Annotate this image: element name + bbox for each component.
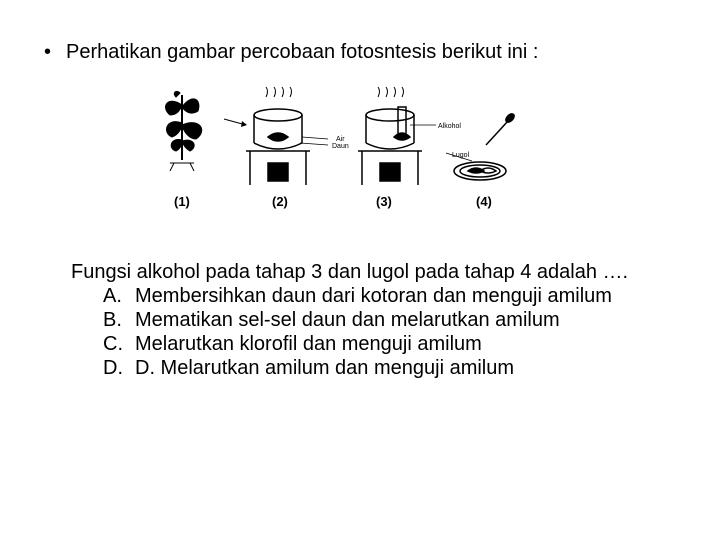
- lugol-dropper-apparatus: [454, 112, 516, 180]
- plant-illustration: [166, 91, 202, 171]
- callout-alkohol: Alkohol: [438, 123, 461, 130]
- callout-lugol: Lugol: [452, 152, 470, 159]
- intro-line: [44, 40, 539, 64]
- option-letter: D.: [103, 357, 123, 379]
- step-label-1: (1): [174, 194, 190, 209]
- arrow-head-icon: [241, 121, 247, 127]
- option-letter: B.: [103, 309, 122, 331]
- bullet-icon: •: [44, 41, 52, 63]
- step-label-3: (3): [376, 194, 392, 209]
- option-text: Membersihkan daun dari kotoran dan menguji amilum: [135, 285, 612, 307]
- option-letter: A.: [103, 285, 122, 307]
- question-stem: Fungsi alkohol pada tahap 3 dan lugol pada tahap 4 adalah ….: [71, 261, 629, 283]
- option-text: Mematikan sel-sel daun dan melarutkan amilum: [135, 309, 560, 331]
- step-label-4: (4): [476, 194, 492, 209]
- intro-text: Perhatikan gambar percobaan fotosntesis berikut ini :: [66, 41, 539, 63]
- callout-air: Air: [336, 136, 345, 143]
- option-text: D. Melarutkan amilum dan menguji amilum: [135, 357, 515, 379]
- callout-daun: Daun: [332, 143, 349, 150]
- option-b[interactable]: [103, 308, 691, 332]
- option-c[interactable]: [103, 332, 691, 356]
- experiment-figure: [150, 85, 530, 220]
- option-d[interactable]: [103, 356, 691, 380]
- option-a[interactable]: [103, 284, 691, 308]
- step-label-2: (2): [272, 194, 288, 209]
- option-letter: C.: [103, 333, 123, 355]
- water-bath-apparatus: [246, 87, 310, 185]
- alcohol-bath-apparatus: [358, 87, 422, 185]
- answer-options: [71, 284, 691, 380]
- question-block: [71, 260, 691, 380]
- option-text: Melarutkan klorofil dan menguji amilum: [135, 333, 482, 355]
